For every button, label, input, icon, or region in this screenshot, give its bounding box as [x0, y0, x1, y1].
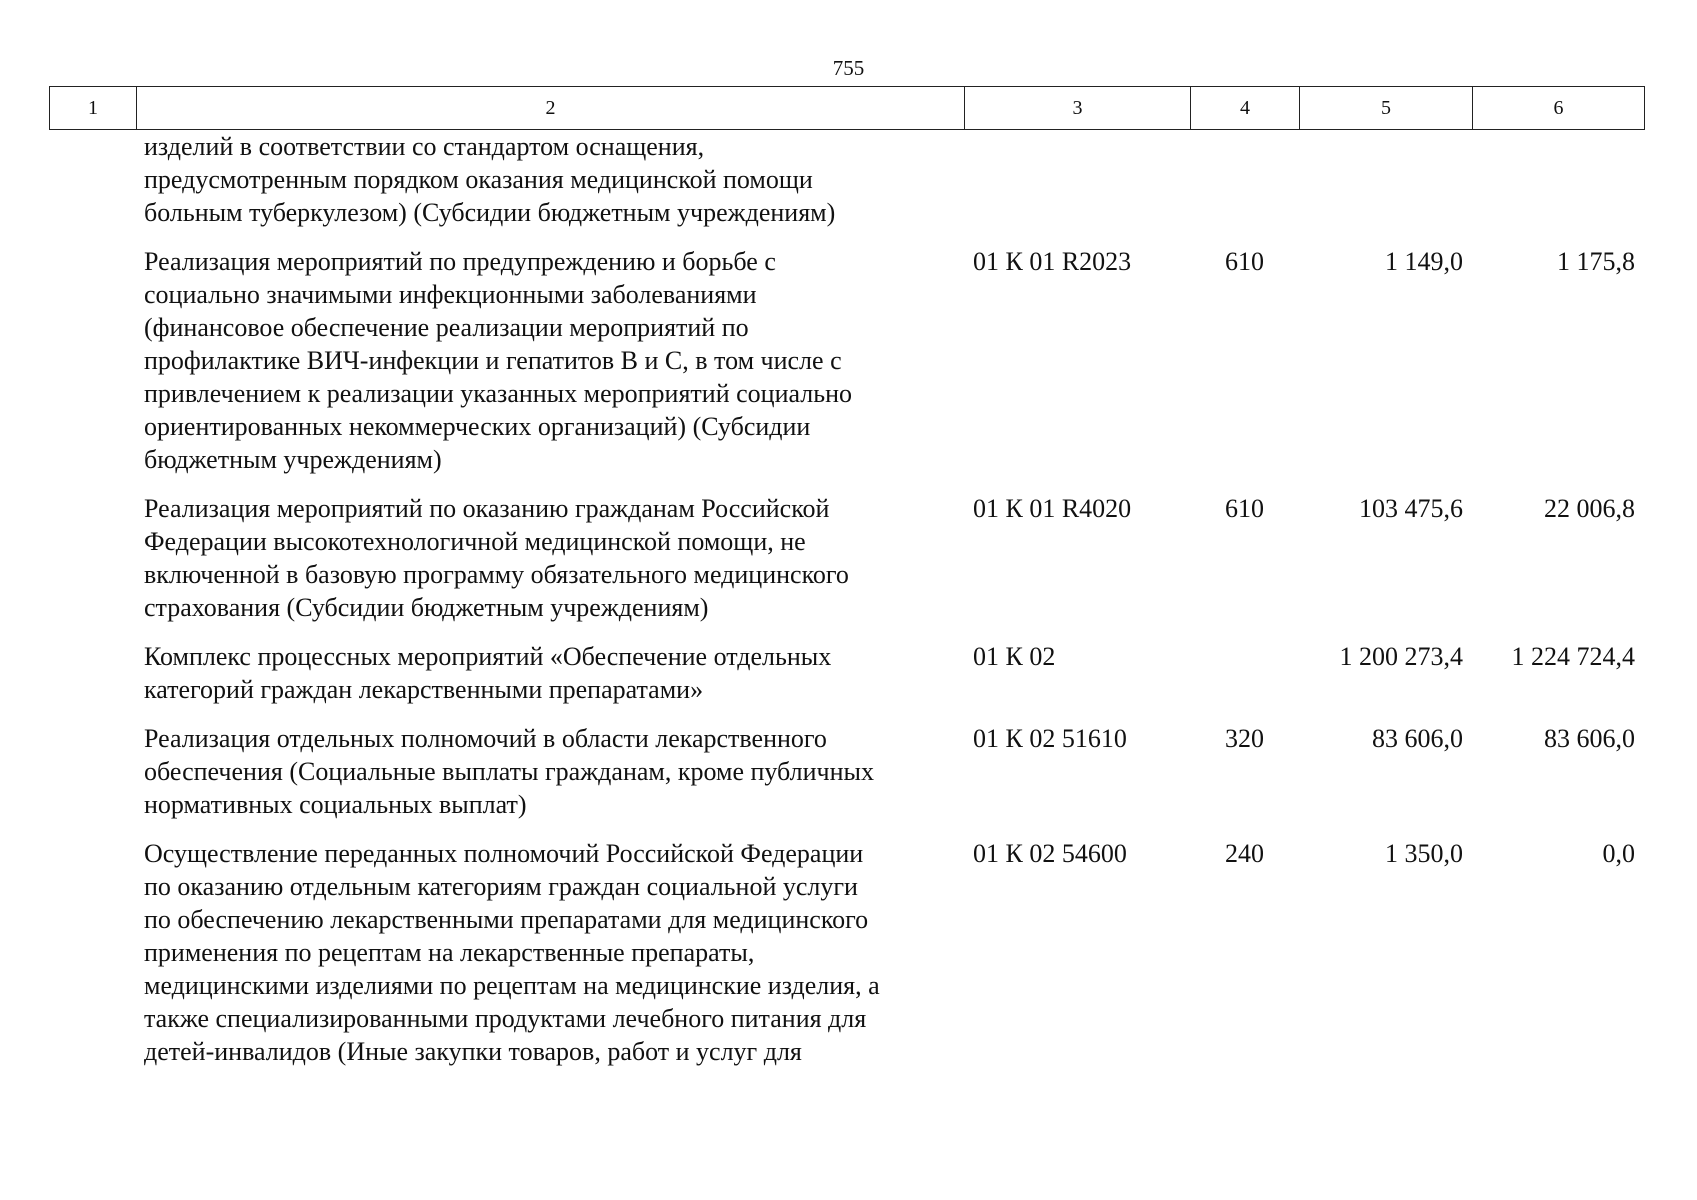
description-line: применения по рецептам на лекарственные препараты,: [144, 938, 755, 967]
row-number-cell: [49, 492, 136, 624]
description-line: по обеспечению лекарственными препаратами для медицинского: [144, 905, 869, 934]
table-row: [49, 722, 1644, 821]
description-line: профилактике ВИЧ-инфекции и гепатитов B и C, в том числе с: [144, 346, 842, 375]
value-5-cell: [1299, 130, 1472, 229]
row-number-cell: [49, 837, 136, 1068]
description-line: Реализация мероприятий по оказанию гражданам Российской: [144, 494, 830, 523]
description-cell: [136, 837, 964, 1068]
code-cell: 01 К 01 R4020: [973, 494, 1132, 523]
row-number-cell: [49, 130, 136, 229]
table-row: [49, 640, 1644, 706]
code-cell: [964, 130, 1190, 229]
value-6-cell: 22 006,8: [1544, 494, 1635, 523]
description-line: обеспечения (Социальные выплаты гражданам, кроме публичных: [144, 757, 874, 786]
value-5-cell: 1 350,0: [1385, 839, 1463, 868]
description-line: (финансовое обеспечение реализации мероприятий по: [144, 313, 749, 342]
row-number-cell: [49, 245, 136, 476]
code-cell: 01 К 02 51610: [973, 724, 1127, 753]
description-line: привлечением к реализации указанных мероприятий социально: [144, 379, 853, 408]
value-5-cell: 1 149,0: [1385, 247, 1463, 276]
column-header-row: [50, 87, 1645, 130]
type-cell: 240: [1225, 839, 1264, 868]
description-line: Комплекс процессных мероприятий «Обеспечение отдельных: [144, 642, 832, 671]
table-body: [49, 130, 1644, 1084]
description-line: категорий граждан лекарственными препаратами»: [144, 675, 704, 704]
description-line: Федерации высокотехнологичной медицинской помощи, не: [144, 527, 806, 556]
description-cell: [136, 245, 964, 476]
description-line: по оказанию отдельным категориям граждан социальной услуги: [144, 872, 858, 901]
column-header-6: 6: [1473, 87, 1645, 130]
type-cell: 610: [1225, 247, 1264, 276]
description-line: социально значимыми инфекционными заболеваниями: [144, 280, 757, 309]
column-header-1: 1: [50, 87, 137, 130]
code-cell: 01 К 02 54600: [973, 839, 1127, 868]
table-row: [49, 837, 1644, 1068]
description-line: бюджетным учреждениям): [144, 445, 442, 474]
value-6-cell: 1 224 724,4: [1511, 642, 1635, 671]
row-number-cell: [49, 640, 136, 706]
row-number-cell: [49, 722, 136, 821]
description-line: включенной в базовую программу обязательного медицинского: [144, 560, 849, 589]
description-line: также специализированными продуктами лечебного питания для: [144, 1004, 867, 1033]
description-cell: [136, 130, 964, 229]
table-row: [49, 245, 1644, 476]
column-header-2: 2: [137, 87, 965, 130]
description-line: Осуществление переданных полномочий Российской Федерации: [144, 839, 864, 868]
description-line: больным туберкулезом) (Субсидии бюджетным учреждениям): [144, 198, 836, 227]
table-row: [49, 130, 1644, 229]
description-cell: [136, 722, 964, 821]
page-number: 755: [832, 56, 865, 80]
code-cell: 01 К 02: [973, 642, 1056, 671]
value-6-cell: 0,0: [1602, 839, 1635, 868]
value-5-cell: 83 606,0: [1372, 724, 1463, 753]
column-header-3: 3: [965, 87, 1191, 130]
description-line: Реализация мероприятий по предупреждению и борьбе с: [144, 247, 776, 276]
type-cell: 610: [1225, 494, 1264, 523]
description-cell: [136, 492, 964, 624]
value-5-cell: 1 200 273,4: [1339, 642, 1463, 671]
type-cell: [1190, 130, 1299, 229]
type-cell: [1190, 640, 1299, 706]
description-line: предусмотренным порядком оказания медицинской помощи: [144, 165, 813, 194]
description-line: нормативных социальных выплат): [144, 790, 527, 819]
description-line: изделий в соответствии со стандартом оснащения,: [144, 132, 705, 161]
column-header-4: 4: [1191, 87, 1300, 130]
value-6-cell: 83 606,0: [1544, 724, 1635, 753]
type-cell: 320: [1225, 724, 1264, 753]
description-line: медицинскими изделиями по рецептам на медицинские изделия, а: [144, 971, 880, 1000]
code-cell: 01 К 01 R2023: [973, 247, 1132, 276]
value-5-cell: 103 475,6: [1359, 494, 1463, 523]
description-cell: [136, 640, 964, 706]
description-line: детей-инвалидов (Иные закупки товаров, работ и услуг для: [144, 1037, 802, 1066]
table-row: [49, 492, 1644, 624]
column-header-table: [49, 86, 1645, 130]
description-line: Реализация отдельных полномочий в области лекарственного: [144, 724, 827, 753]
description-line: ориентированных некоммерческих организаций) (Субсидии: [144, 412, 811, 441]
description-line: страхования (Субсидии бюджетным учреждениям): [144, 593, 709, 622]
column-header-5: 5: [1300, 87, 1473, 130]
value-6-cell: [1472, 130, 1644, 229]
value-6-cell: 1 175,8: [1557, 247, 1635, 276]
